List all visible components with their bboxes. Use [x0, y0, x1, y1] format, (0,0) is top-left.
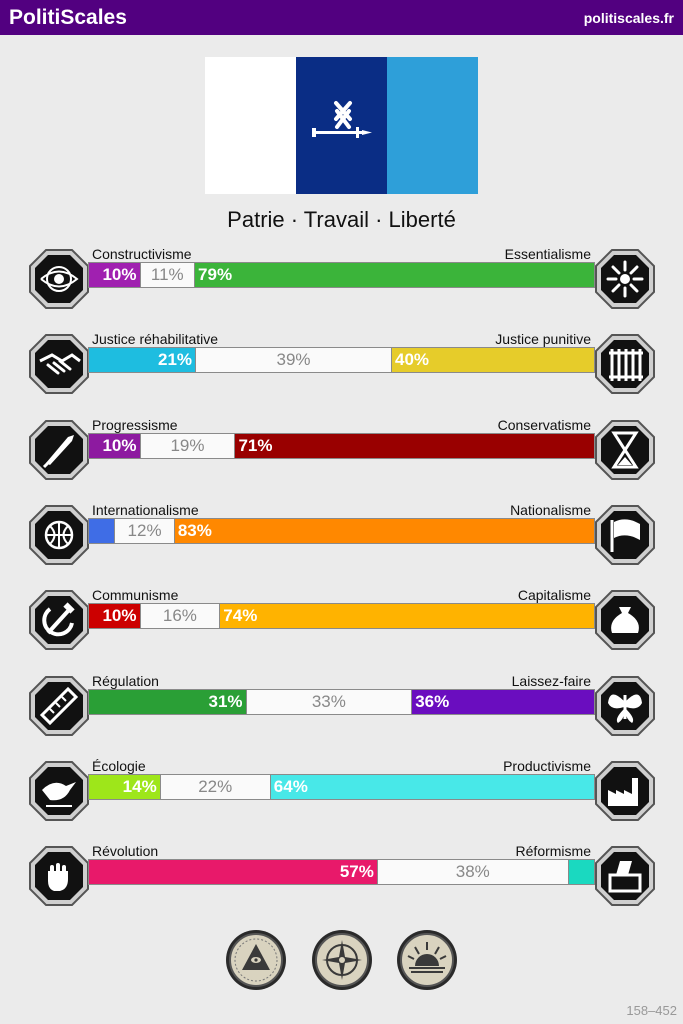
prison-bars-icon: [594, 333, 656, 395]
axis-right-segment: 74%: [220, 604, 594, 628]
axis-middle-segment: 22%: [160, 775, 271, 799]
axis-right-label: Réformisme: [515, 843, 591, 860]
axis-left-segment: 31%: [89, 690, 246, 714]
eye-icon: [28, 248, 90, 310]
axis-bar: [88, 262, 595, 288]
axis-right-segment: 40%: [392, 348, 594, 372]
flag-stripe-center: [296, 57, 387, 194]
site-link[interactable]: politiscales.fr: [583, 10, 674, 26]
axis-left-label: Communisme: [92, 587, 179, 604]
header-bar: [0, 0, 683, 35]
app-title[interactable]: PolitiScales: [9, 6, 127, 29]
axis-right-segment: [569, 860, 594, 884]
axis-right-label: Essentialisme: [504, 246, 591, 262]
axis-middle-segment: 16%: [140, 604, 221, 628]
axis-middle-segment: 12%: [114, 519, 175, 543]
axis-left-segment: 10%: [89, 263, 140, 287]
axis-left-label: Progressisme: [92, 416, 178, 433]
sunrise-badge-icon: [395, 928, 459, 992]
factory-icon: [594, 760, 656, 822]
axis-middle-segment: 19%: [140, 434, 236, 458]
axis-right-label: Capitalisme: [517, 587, 591, 604]
axis-row: [0, 417, 683, 497]
axis-middle-segment: 11%: [140, 263, 196, 287]
axis-right-segment: 64%: [271, 775, 594, 799]
axis-left-label: Écologie: [92, 757, 146, 774]
money-bag-icon: [594, 589, 656, 651]
butterfly-icon: [594, 675, 656, 737]
flag-stripe-right: [387, 57, 478, 194]
axis-bar: [88, 433, 595, 459]
hourglass-icon: [594, 419, 656, 481]
handshake-icon: [28, 333, 90, 395]
bird-icon: [28, 760, 90, 822]
axis-left-label: Internationalisme: [92, 501, 199, 518]
axis-bar: [88, 518, 595, 544]
axis-middle-segment: 33%: [246, 690, 413, 714]
axis-right-label: Laissez-faire: [511, 672, 591, 689]
axis-bar: [88, 774, 595, 800]
axis-right-segment: 71%: [235, 434, 594, 458]
axis-middle-segment: 38%: [377, 860, 569, 884]
axis-bar: [88, 603, 595, 629]
result-flag: [205, 57, 478, 194]
axis-row: [0, 587, 683, 667]
axis-row: [0, 502, 683, 582]
axis-left-segment: [89, 519, 114, 543]
axis-row: [0, 758, 683, 838]
motto: Patrie · Travail · Liberté: [227, 207, 456, 232]
axis-right-label: Productivisme: [503, 757, 591, 774]
axis-left-label: Justice réhabilitative: [92, 331, 219, 348]
crossed-sword-emblem-icon: [306, 97, 378, 147]
axis-right-label: Nationalisme: [510, 501, 591, 518]
axis-left-label: Constructivisme: [92, 246, 192, 262]
compass-badge-icon: [310, 928, 374, 992]
axis-bar: [88, 347, 595, 373]
axis-row: [0, 843, 683, 923]
globe-icon: [28, 504, 90, 566]
axis-bar: [88, 859, 595, 885]
axis-left-segment: 10%: [89, 434, 140, 458]
ballot-icon: [594, 845, 656, 907]
axis-row: [0, 673, 683, 753]
fist-icon: [28, 845, 90, 907]
hammer-sickle-icon: [28, 589, 90, 651]
axis-right-segment: 79%: [195, 263, 594, 287]
flower-icon: [594, 248, 656, 310]
axis-right-label: Conservatisme: [497, 416, 591, 433]
axis-bar: [88, 689, 595, 715]
axis-right-segment: 36%: [412, 690, 594, 714]
footer-code: 158–452: [626, 1003, 677, 1018]
axis-left-label: Régulation: [92, 672, 159, 689]
rocket-icon: [28, 419, 90, 481]
flag-stripe-left: [205, 57, 296, 194]
flag-icon: [594, 504, 656, 566]
axis-row: [0, 331, 683, 411]
axis-row: [0, 246, 683, 326]
axis-left-segment: 57%: [89, 860, 377, 884]
axis-left-segment: 10%: [89, 604, 140, 628]
pyramid-eye-badge-icon: [224, 928, 288, 992]
ruler-icon: [28, 675, 90, 737]
axis-left-segment: 14%: [89, 775, 160, 799]
axis-left-label: Révolution: [92, 843, 159, 860]
axis-middle-segment: 39%: [195, 348, 392, 372]
axis-left-segment: 21%: [89, 348, 195, 372]
axis-right-label: Justice punitive: [495, 331, 591, 348]
axis-right-segment: 83%: [175, 519, 594, 543]
